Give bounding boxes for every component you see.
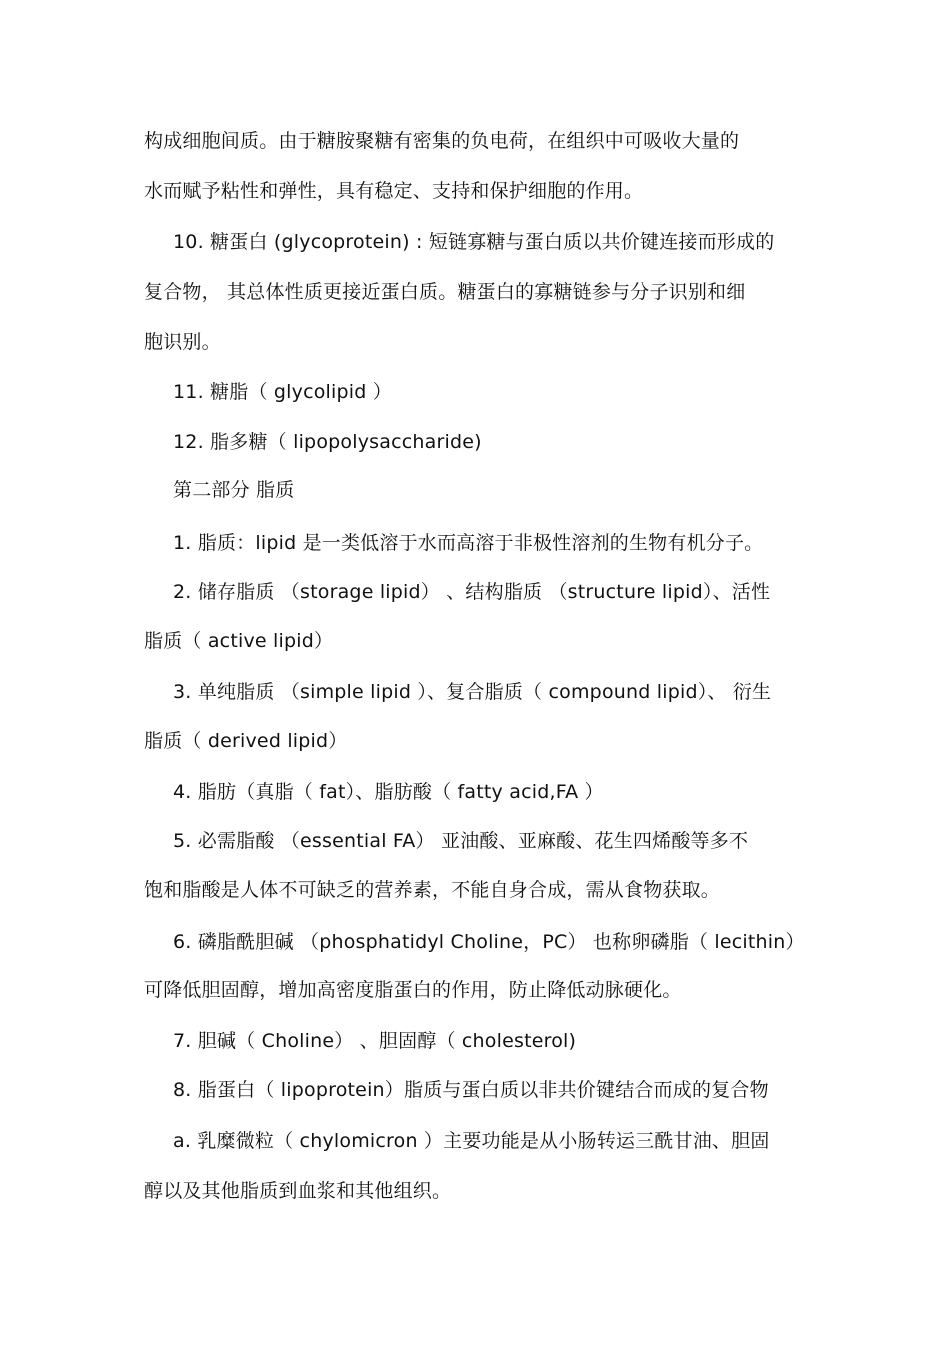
paragraph-line: 胞识别。: [144, 331, 221, 353]
definition-item-3: 3. 单纯脂质 （simple lipid ）、复合脂质（ compound lipid）、 衍生: [173, 681, 772, 703]
definition-item-5: 5. 必需脂酸 （essential FA） 亚油酸、亚麻酸、花生四烯酸等多不: [173, 830, 749, 852]
paragraph-line: 构成细胞间质。由于糖胺聚糖有密集的负电荷，在组织中可吸收大量的: [144, 130, 740, 152]
paragraph-line: 复合物， 其总体性质更接近蛋白质。糖蛋白的寡糖链参与分子识别和细: [144, 281, 746, 303]
paragraph-line: 脂质（ active lipid）: [144, 630, 334, 652]
paragraph-line: 可降低胆固醇，增加高密度脂蛋白的作用，防止降低动脉硬化。: [144, 979, 682, 1001]
paragraph-line: 脂质（ derived lipid）: [144, 730, 348, 752]
definition-item-10: 10. 糖蛋白 (glycoprotein) : 短链寡糖与蛋白质以共价键连接而形成的: [173, 231, 775, 253]
section-heading: 第二部分 脂质: [173, 479, 295, 501]
paragraph-line: 水而赋予粘性和弹性，具有稳定、支持和保护细胞的作用。: [144, 180, 644, 202]
definition-item-4: 4. 脂肪（真脂（ fat）、脂肪酸（ fatty acid,FA ）: [173, 781, 604, 803]
paragraph-line: 饱和脂酸是人体不可缺乏的营养素，不能自身合成，需从食物获取。: [144, 879, 721, 901]
paragraph-line: 醇以及其他脂质到血浆和其他组织。: [144, 1180, 452, 1202]
definition-item-7: 7. 胆碱（ Choline） 、胆固醇（ cholesterol): [173, 1030, 577, 1052]
definition-item-12: 12. 脂多糖（ lipopolysaccharide): [173, 431, 482, 453]
definition-item-11: 11. 糖脂（ glycolipid ）: [173, 381, 392, 403]
definition-item-6: 6. 磷脂酰胆碱 （phosphatidyl Choline，PC） 也称卵磷脂（ lecithin）: [173, 931, 805, 953]
definition-item-8: 8. 脂蛋白（ lipoprotein）脂质与蛋白质以非共价键结合而成的复合物: [173, 1079, 769, 1101]
definition-item-1: 1. 脂质：lipid 是一类低溶于水而高溶于非极性溶剂的生物有机分子。: [173, 532, 764, 554]
definition-item-a: a. 乳糜微粒（ chylomicron ）主要功能是从小肠转运三酰甘油、胆固: [173, 1130, 770, 1152]
definition-item-2: 2. 储存脂质 （storage lipid） 、结构脂质 （structure lipid）、活性: [173, 581, 771, 603]
